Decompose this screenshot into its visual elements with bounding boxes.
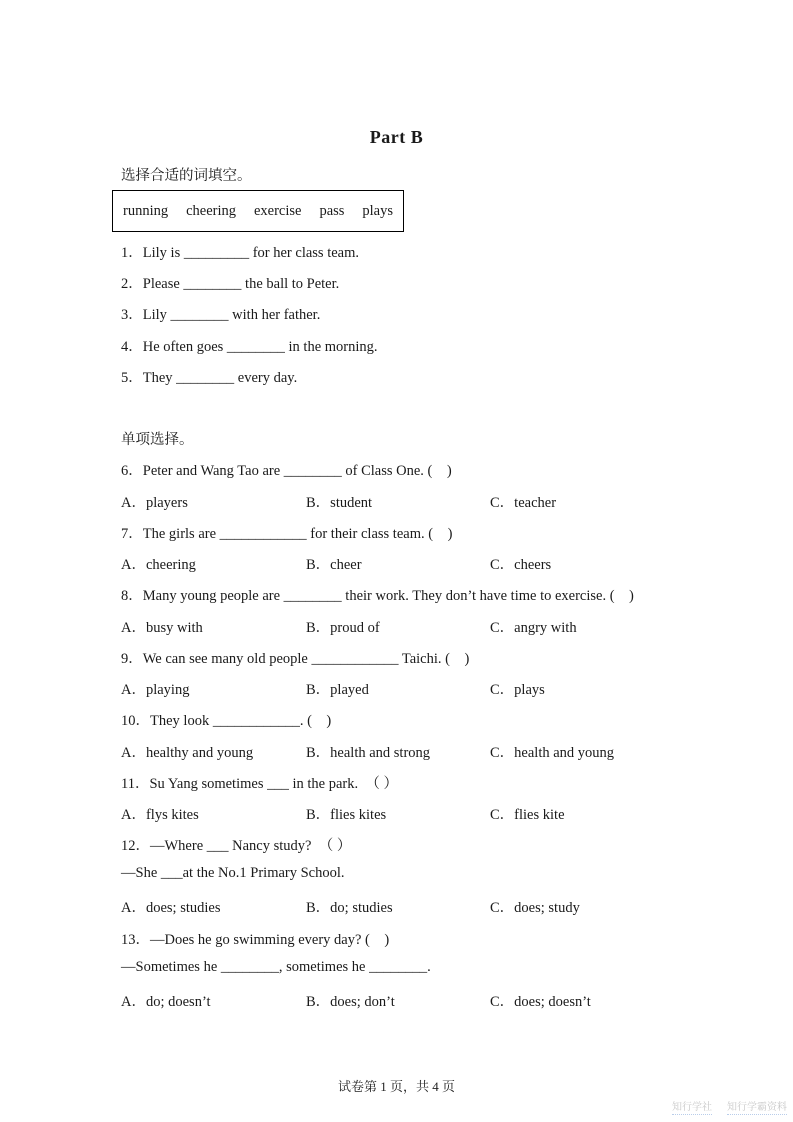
options-row-11	[121, 803, 701, 824]
option-a: A．healthy and young	[121, 745, 254, 761]
word-bank-item: running	[123, 202, 169, 219]
choice-question-6: 6．Peter and Wang Tao are ________ of Class One. ( )	[121, 463, 452, 479]
option-c: C．health and young	[490, 745, 615, 761]
word-bank-item: exercise	[253, 202, 302, 219]
fill-question-3: 3．Lily ________ with her father.	[121, 307, 321, 323]
choice-question-13: 13．—Does he go swimming every day? ( )	[121, 932, 390, 948]
option-c: C．does; doesn’t	[490, 994, 591, 1010]
choice-question-7: 7．The girls are ____________ for their class team. ( )	[121, 526, 453, 542]
option-a: A．busy with	[121, 620, 203, 636]
choice-question-8: 8．Many young people are ________ their work. They don’t have time to exercise. ( )	[121, 588, 634, 604]
watermark-right: 知行学霸资料	[727, 1098, 787, 1115]
fill-question-1: 1．Lily is _________ for her class team.	[121, 245, 359, 261]
option-c: C．plays	[490, 682, 545, 698]
word-bank	[112, 190, 404, 232]
choice-question-11: 11．Su Yang sometimes ___ in the park. （ ）	[121, 776, 398, 792]
word-bank-item: pass	[319, 202, 345, 219]
option-b: B．does; don’t	[306, 994, 395, 1010]
option-a: A．does; studies	[121, 900, 221, 916]
options-row-6	[121, 491, 701, 512]
option-b: B．flies kites	[306, 807, 387, 823]
choice-question-13-line2: —Sometimes he ________, sometimes he ________.	[121, 959, 431, 975]
options-row-9	[121, 678, 701, 699]
fill-question-5: 5．They ________ every day.	[121, 370, 298, 386]
option-b: B．student	[306, 495, 373, 511]
option-c: C．cheers	[490, 557, 552, 573]
fill-question-4: 4．He often goes ________ in the morning.	[121, 339, 378, 355]
option-c: C．flies kite	[490, 807, 565, 823]
option-b: B．do; studies	[306, 900, 393, 916]
option-c: C．does; study	[490, 900, 580, 916]
option-c: C．teacher	[490, 495, 557, 511]
choice-question-12: 12．—Where ___ Nancy study? （ ）	[121, 838, 352, 854]
option-b: B．proud of	[306, 620, 380, 636]
options-row-10	[121, 741, 701, 762]
option-b: B．health and strong	[306, 745, 431, 761]
option-b: B．played	[306, 682, 369, 698]
option-a: A．do; doesn’t	[121, 994, 211, 1010]
word-bank-item: cheering	[186, 202, 236, 219]
options-row-13	[121, 990, 701, 1011]
choice-section-instruction: 单项选择。	[121, 432, 194, 448]
options-row-12	[121, 896, 701, 917]
choice-question-10: 10．They look ____________. ( )	[121, 713, 332, 729]
word-bank-item: plays	[362, 202, 393, 219]
page-title: Part B	[369, 127, 424, 147]
options-row-7	[121, 553, 701, 574]
option-a: A．cheering	[121, 557, 196, 573]
watermark-left: 知行学社	[672, 1098, 712, 1115]
option-c: C．angry with	[490, 620, 577, 636]
option-b: B．cheer	[306, 557, 362, 573]
choice-question-12-line2: —She ___at the No.1 Primary School.	[121, 865, 345, 881]
option-a: A．playing	[121, 682, 190, 698]
option-a: A．flys kites	[121, 807, 199, 823]
choice-question-9: 9．We can see many old people ____________ Taichi. ( )	[121, 651, 470, 667]
option-a: A．players	[121, 495, 188, 511]
watermark	[672, 1098, 787, 1115]
options-row-8	[121, 616, 701, 637]
fill-section-instruction: 选择合适的词填空。	[121, 168, 252, 184]
page-footer: 试卷第 1 页，共 4 页	[337, 1079, 455, 1094]
fill-question-2: 2．Please ________ the ball to Peter.	[121, 276, 340, 292]
